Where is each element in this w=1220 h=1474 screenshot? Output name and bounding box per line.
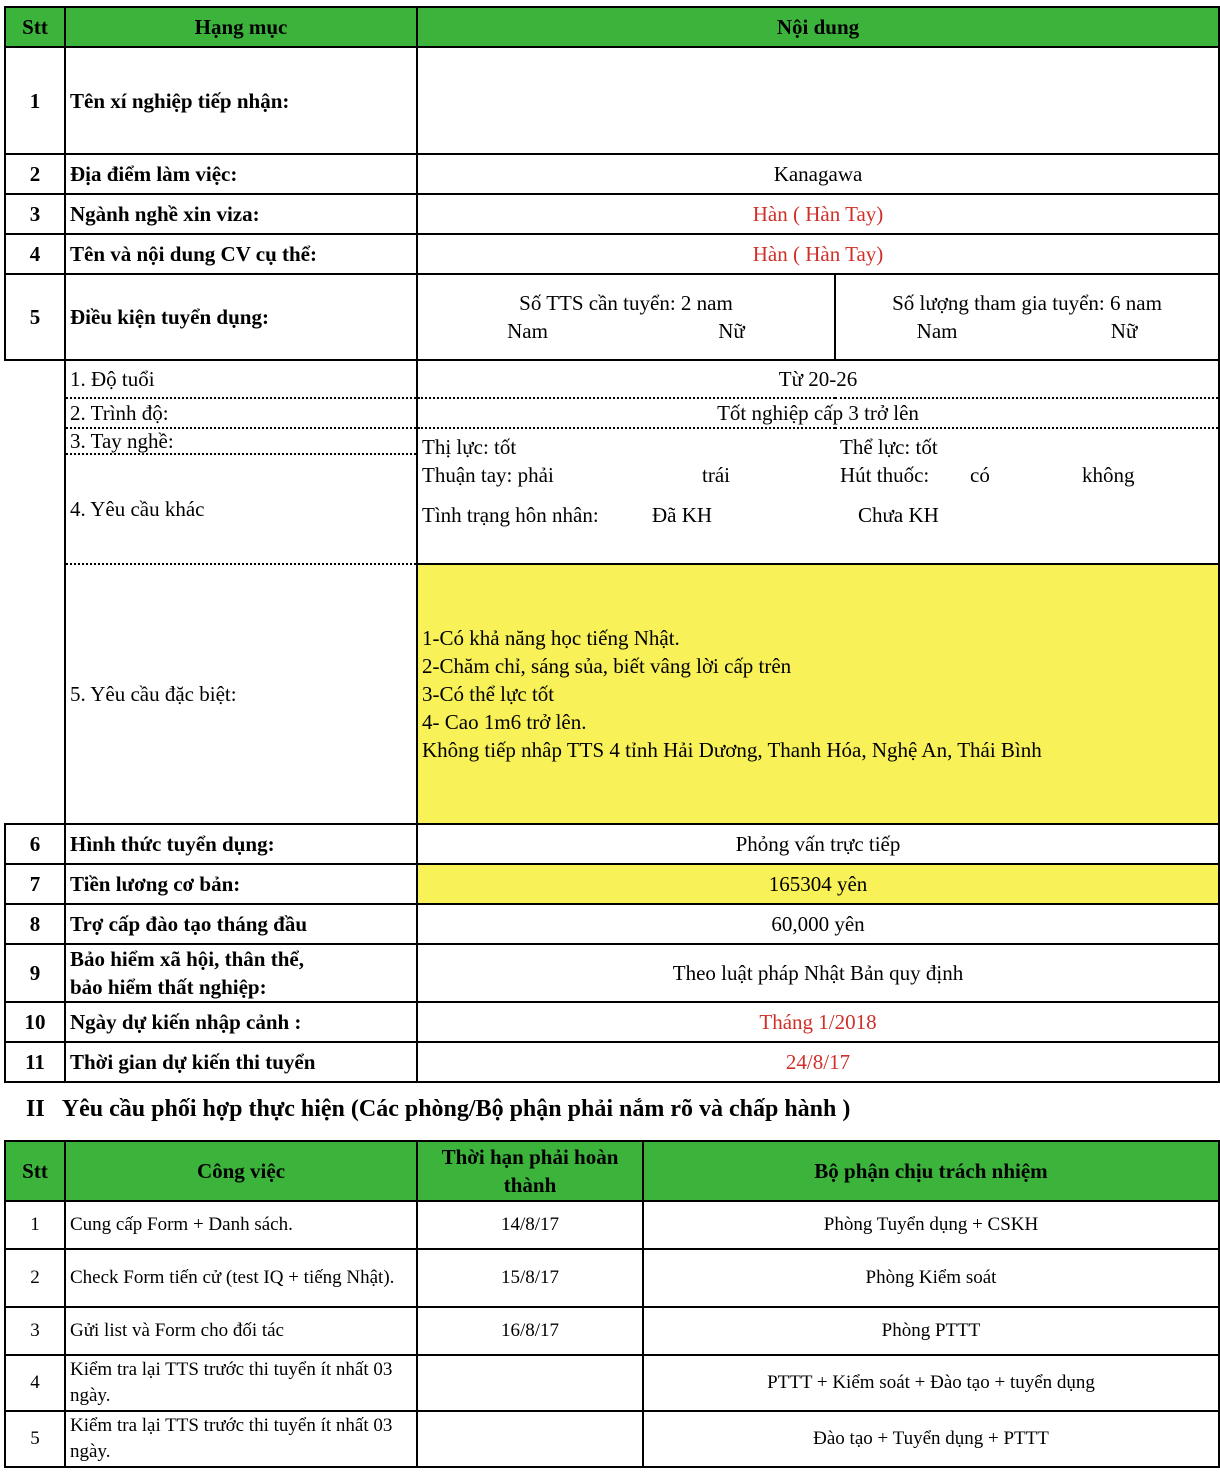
task-stt: 5: [5, 1411, 65, 1467]
other-label: 4. Yêu cầu khác: [65, 454, 417, 564]
task-name: Gửi list và Form cho đối tác: [65, 1307, 417, 1355]
row-stt: 5: [5, 274, 65, 360]
task-stt: 1: [5, 1201, 65, 1249]
gender-male: Nam: [916, 319, 958, 343]
recruitment-table: [4, 6, 1220, 1083]
section-title: [26, 1096, 850, 1123]
task-name: Kiểm tra lại TTS trước thi tuyển ít nhất 03 ngày.: [65, 1355, 417, 1411]
row-label: Trợ cấp đào tạo tháng đầu: [65, 904, 417, 944]
special-requirements: [417, 564, 1219, 824]
age-value: Từ 20-26: [417, 360, 1219, 398]
row-value: Hàn ( Hàn Tay): [417, 234, 1219, 274]
participant-count-cell: [835, 274, 1219, 360]
row-stt: 1: [5, 47, 65, 154]
label-line: Bảo hiểm xã hội, thân thể,: [70, 947, 304, 971]
task-deadline: [417, 1411, 643, 1467]
header-department: Bộ phận chịu trách nhiệm: [643, 1141, 1219, 1201]
smoke-yes: có: [970, 463, 990, 487]
header-item: Hạng mục: [65, 7, 417, 47]
blank-stt: [5, 360, 65, 824]
row-label: Ngày dự kiến nhập cảnh :: [65, 1002, 417, 1042]
row-label: Tên và nội dung CV cụ thể:: [65, 234, 417, 274]
row-value: Phỏng vấn trực tiếp: [417, 824, 1219, 864]
hand-left: trái: [702, 463, 730, 487]
row-stt: 7: [5, 864, 65, 904]
smoking: Hút thuốc:: [840, 463, 930, 487]
handedness: Thuận tay: phải: [422, 463, 554, 487]
special-item: 3-Có thể lực tốt: [422, 682, 555, 706]
row-label: Điều kiện tuyển dụng:: [65, 274, 417, 360]
education-label: 2. Trình độ:: [65, 398, 417, 428]
row-stt: 8: [5, 904, 65, 944]
special-label: 5. Yêu cầu đặc biệt:: [65, 564, 417, 824]
row-stt: 9: [5, 944, 65, 1002]
section-number: II: [26, 1096, 45, 1122]
row-value: 165304 yên: [417, 864, 1219, 904]
age-label: 1. Độ tuổi: [65, 360, 417, 398]
task-deadline: 16/8/17: [417, 1307, 643, 1355]
physical: Thể lực: tốt: [840, 435, 938, 459]
row-label: Địa điểm làm việc:: [65, 154, 417, 194]
row-value: 24/8/17: [417, 1042, 1219, 1082]
task-department: Phòng Tuyển dụng + CSKH: [643, 1201, 1219, 1249]
row-label: Hình thức tuyển dụng:: [65, 824, 417, 864]
education-value: Tốt nghiệp cấp 3 trở lên: [417, 398, 1219, 428]
marital-status: Tình trạng hôn nhân:: [422, 503, 599, 527]
row-label: Ngành nghề xin viza:: [65, 194, 417, 234]
row-stt: 3: [5, 194, 65, 234]
row-value: Theo luật pháp Nhật Bản quy định: [417, 944, 1219, 1002]
row-value: [417, 47, 1219, 154]
other-requirements: [417, 428, 1219, 564]
label-line: bảo hiểm thất nghiệp:: [70, 975, 267, 999]
skill-label: 3. Tay nghề:: [65, 428, 417, 454]
row-stt: 4: [5, 234, 65, 274]
row-value: Hàn ( Hàn Tay): [417, 194, 1219, 234]
task-name: Cung cấp Form + Danh sách.: [65, 1201, 417, 1249]
required-count: Số TTS cần tuyển: 2 nam: [519, 291, 733, 315]
task-deadline: 15/8/17: [417, 1249, 643, 1307]
required-count-cell: [417, 274, 835, 360]
task-stt: 2: [5, 1249, 65, 1307]
task-stt: 3: [5, 1307, 65, 1355]
task-name: Kiểm tra lại TTS trước thi tuyển ít nhất 03 ngày.: [65, 1411, 417, 1467]
section-heading: Yêu cầu phối hợp thực hiện (Các phòng/Bộ phận phải nắm rõ và chấp hành ): [61, 1096, 851, 1122]
row-stt: 10: [5, 1002, 65, 1042]
task-department: PTTT + Kiểm soát + Đào tạo + tuyển dụng: [643, 1355, 1219, 1411]
header-content: Nội dung: [417, 7, 1219, 47]
special-item: Không tiếp nhâp TTS 4 tỉnh Hải Dương, Thanh Hóa, Nghệ An, Thái Bình: [422, 738, 1042, 762]
row-stt: 6: [5, 824, 65, 864]
coordination-table: [4, 1140, 1220, 1468]
task-deadline: [417, 1355, 643, 1411]
gender-female: Nữ: [718, 319, 745, 343]
row-label: Thời gian dự kiến thi tuyển: [65, 1042, 417, 1082]
row-label: [65, 944, 417, 1002]
row-stt: 11: [5, 1042, 65, 1082]
special-item: 2-Chăm chỉ, sáng sủa, biết vâng lời cấp trên: [422, 654, 792, 678]
row-value: 60,000 yên: [417, 904, 1219, 944]
task-deadline: 14/8/17: [417, 1201, 643, 1249]
smoke-no: không: [1082, 463, 1135, 487]
married: Đã KH: [652, 503, 713, 527]
task-stt: 4: [5, 1355, 65, 1411]
header-deadline: Thời hạn phải hoàn thành: [417, 1141, 643, 1201]
row-stt: 2: [5, 154, 65, 194]
gender-male: Nam: [507, 319, 548, 343]
task-department: Phòng Kiểm soát: [643, 1249, 1219, 1307]
row-value: Tháng 1/2018: [417, 1002, 1219, 1042]
header-stt: Stt: [5, 7, 65, 47]
header-stt: Stt: [5, 1141, 65, 1201]
participant-count: Số lượng tham gia tuyển: 6 nam: [892, 291, 1162, 315]
row-label: Tiền lương cơ bản:: [65, 864, 417, 904]
special-item: 4- Cao 1m6 trở lên.: [422, 710, 587, 734]
gender-female: Nữ: [1110, 319, 1138, 343]
special-item: 1-Có khả năng học tiếng Nhật.: [422, 626, 680, 650]
task-department: Đào tạo + Tuyển dụng + PTTT: [643, 1411, 1219, 1467]
row-value: Kanagawa: [417, 154, 1219, 194]
task-name: Check Form tiến cử (test IQ + tiếng Nhật).: [65, 1249, 417, 1307]
header-task: Công việc: [65, 1141, 417, 1201]
vision: Thị lực: tốt: [422, 435, 517, 459]
single: Chưa KH: [858, 503, 939, 527]
row-label: Tên xí nghiệp tiếp nhận:: [65, 47, 417, 154]
task-department: Phòng PTTT: [643, 1307, 1219, 1355]
